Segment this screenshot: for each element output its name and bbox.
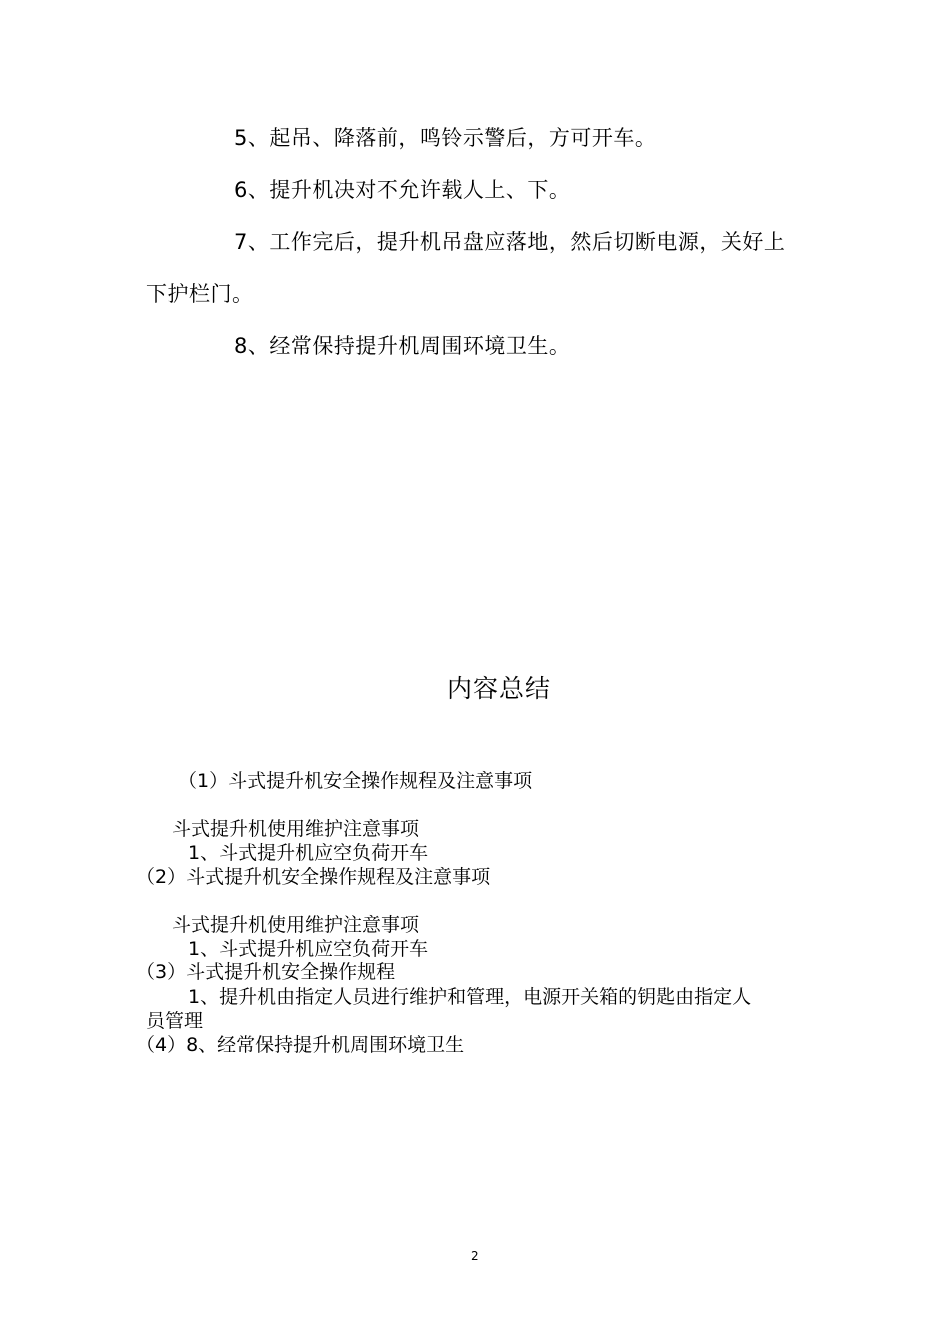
summary-section-1-title: （1）斗式提升机安全操作规程及注意事项 (178, 770, 533, 792)
summary-section-3-item-line-1: 1、提升机由指定人员进行维护和管理，电源开关箱的钥匙由指定人 (188, 986, 752, 1008)
rule-item-6: 6、提升机决对不允许载人上、下。 (234, 178, 571, 202)
summary-section-4-title: （4）8、经常保持提升机周围环境卫生 (136, 1034, 465, 1056)
rule-item-7-line-2: 下护栏门。 (146, 282, 254, 306)
rule-item-5: 5、起吊、降落前，鸣铃示警后，方可开车。 (234, 126, 657, 150)
summary-section-2-subtitle: 斗式提升机使用维护注意事项 (172, 914, 420, 936)
summary-section-1-item: 1、斗式提升机应空负荷开车 (188, 842, 429, 864)
summary-section-3-title: （3）斗式提升机安全操作规程 (136, 961, 396, 983)
summary-section-1-subtitle: 斗式提升机使用维护注意事项 (172, 818, 420, 840)
page-number: 2 (471, 1249, 479, 1263)
rule-item-8: 8、经常保持提升机周围环境卫生。 (234, 334, 571, 358)
summary-heading: 内容总结 (447, 674, 552, 703)
summary-section-2-title: （2）斗式提升机安全操作规程及注意事项 (136, 866, 491, 888)
rule-item-7-line-1: 7、工作完后，提升机吊盘应落地，然后切断电源，关好上 (234, 230, 786, 254)
summary-section-3-item-line-2: 员管理 (146, 1010, 204, 1032)
summary-section-2-item: 1、斗式提升机应空负荷开车 (188, 938, 429, 960)
